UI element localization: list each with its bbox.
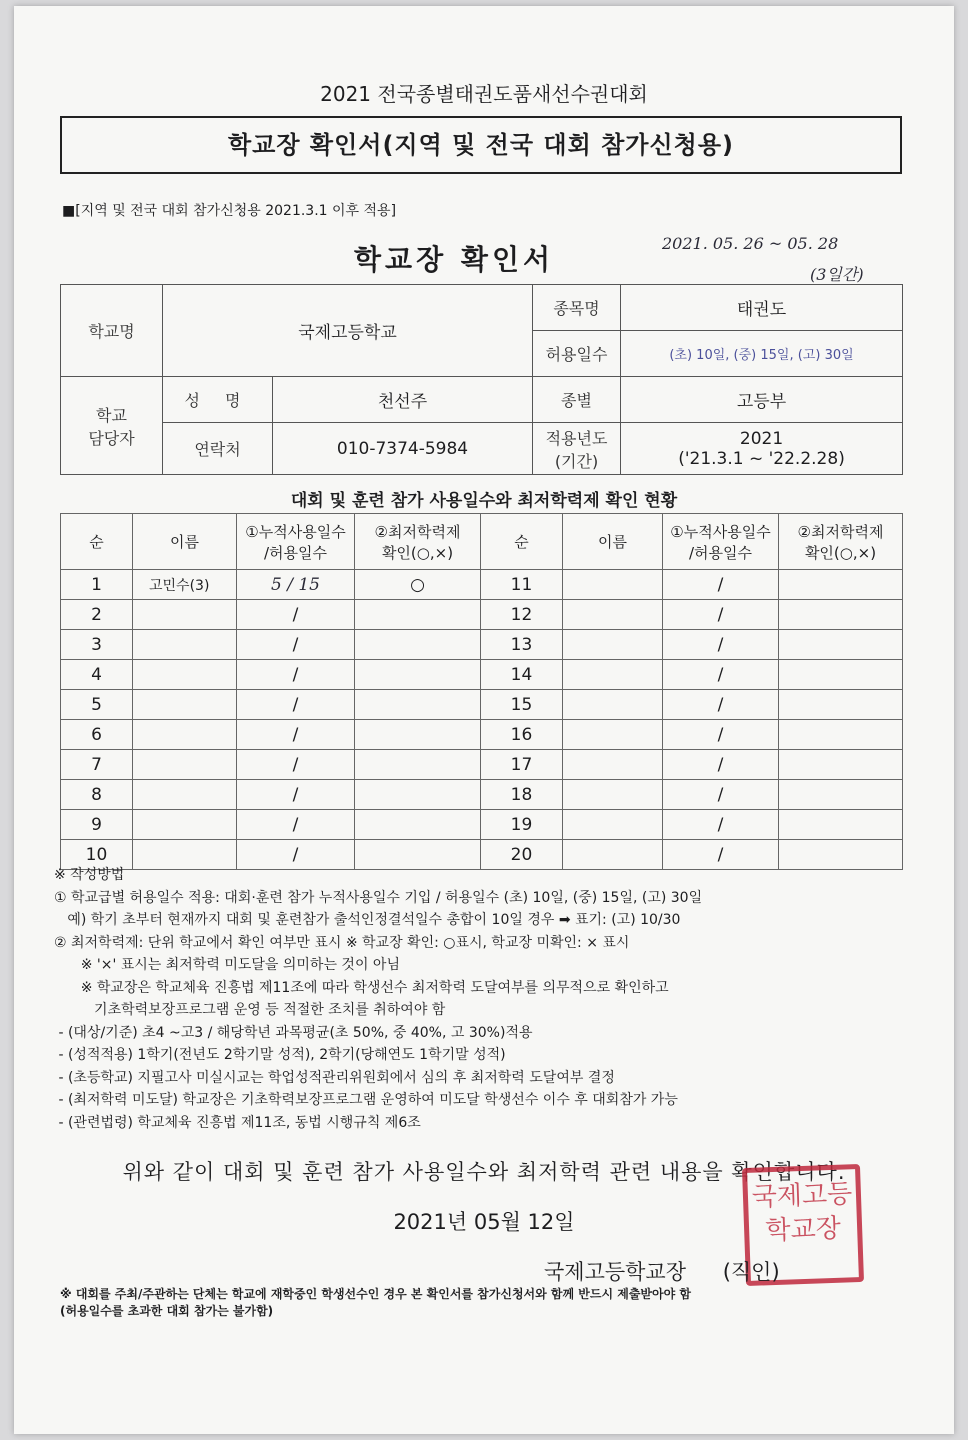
- method-line: 예) 학기 초부터 현재까지 대회 및 훈련참가 출석인정결석일수 총합이 10일 경우 ➡ 표기: (고) 10/30: [54, 912, 681, 928]
- cell-left-days: 5 / 15: [237, 570, 355, 600]
- phone-value: 010-7374-5984: [273, 423, 533, 475]
- phone-label: 연락처: [163, 423, 273, 475]
- cell-left-name: [133, 810, 237, 840]
- header-check: [355, 514, 481, 570]
- cell-left-no: 5: [61, 690, 133, 720]
- cell-left-days: /: [237, 690, 355, 720]
- name-value: 천선주: [273, 377, 533, 423]
- year-label-line1: 적용년도: [545, 428, 608, 448]
- cell-right-days: /: [663, 720, 779, 750]
- cell-left-name: [133, 780, 237, 810]
- cell-left-days: /: [237, 600, 355, 630]
- table-row: [61, 720, 903, 750]
- cell-right-days: /: [663, 810, 779, 840]
- header-check-right-line1: ②최저학력제: [797, 522, 884, 541]
- cell-right-name: [563, 570, 663, 600]
- cell-right-check: [779, 600, 903, 630]
- info-table: [60, 284, 903, 475]
- name-label: 성 명: [163, 377, 273, 423]
- method-line: - (초등학교) 지필고사 미실시교는 학업성적관리위원회에서 심의 후 최저학력 도달여부 결정: [54, 1069, 615, 1086]
- cell-left-check: [355, 720, 481, 750]
- allowed-days-value: (초) 10일, (중) 15일, (고) 30일: [621, 331, 903, 377]
- cell-right-no: 11: [481, 570, 563, 600]
- cell-right-no: 19: [481, 810, 563, 840]
- contact-label: [61, 377, 163, 475]
- cell-right-name: [563, 690, 663, 720]
- cell-left-check: [355, 690, 481, 720]
- principal-signature-line: [544, 1256, 780, 1286]
- school-value: 국제고등학교: [163, 285, 533, 377]
- allowed-days-label: 허용일수: [533, 331, 621, 377]
- cell-right-name: [563, 720, 663, 750]
- cell-right-check: [779, 810, 903, 840]
- cell-left-check: [355, 630, 481, 660]
- cell-left-name: [133, 660, 237, 690]
- cell-right-name: [563, 600, 663, 630]
- cell-right-no: 13: [481, 630, 563, 660]
- main-title: 학교장 확인서: [354, 243, 555, 276]
- cell-right-no: 16: [481, 720, 563, 750]
- cell-right-days: /: [663, 630, 779, 660]
- year-value-line2: ('21.3.1 ~ '22.2.28): [678, 448, 845, 469]
- cell-right-days: /: [663, 570, 779, 600]
- event-title: 2021 전국종별태권도품새선수권대회: [320, 82, 648, 106]
- cell-left-check: ○: [355, 570, 481, 600]
- cell-right-no: 12: [481, 600, 563, 630]
- contact-label-line1: 학교: [96, 405, 127, 425]
- year-label-line2: (기간): [554, 451, 599, 471]
- year-label: [533, 423, 621, 475]
- header-name: 이름: [133, 514, 237, 570]
- table-row: [61, 630, 903, 660]
- cell-left-days: /: [237, 810, 355, 840]
- cell-left-name: [133, 600, 237, 630]
- sport-label: 종목명: [533, 285, 621, 331]
- cell-right-name: [563, 810, 663, 840]
- cell-left-name: [133, 750, 237, 780]
- cell-right-check: [779, 720, 903, 750]
- cell-right-check: [779, 840, 903, 870]
- cell-left-name: [133, 720, 237, 750]
- cell-right-check: [779, 630, 903, 660]
- writing-method-notes: [54, 864, 702, 1134]
- footnote: [60, 1286, 691, 1320]
- cell-right-check: [779, 780, 903, 810]
- table-row: [61, 600, 903, 630]
- header-no-right: 순: [481, 514, 563, 570]
- footnote-line2: (허용일수를 초과한 대회 참가는 불가함): [60, 1304, 274, 1318]
- seal-suffix: (직인): [722, 1260, 780, 1284]
- cell-right-no: 14: [481, 660, 563, 690]
- header-days-right-line2: /허용일수: [688, 543, 752, 562]
- cell-left-days: /: [237, 660, 355, 690]
- cell-left-days: /: [237, 750, 355, 780]
- handwritten-days: (3일간): [810, 265, 864, 284]
- contact-label-line2: 담당자: [88, 428, 135, 448]
- header-days-right-line1: ①누적사용일수: [670, 522, 771, 541]
- header-days-right: [663, 514, 779, 570]
- document-box-title: 학교장 확인서(지역 및 전국 대회 참가신청용): [60, 116, 902, 174]
- cell-left-no: 4: [61, 660, 133, 690]
- method-line: ② 최저학력제: 단위 학교에서 확인 여부만 표시 ※ 학교장 확인: ○표시, 학교장 미확인: × 표시: [54, 934, 630, 951]
- cell-left-check: [355, 780, 481, 810]
- cell-right-days: /: [663, 690, 779, 720]
- document-page: [14, 6, 954, 1434]
- cell-left-days: /: [237, 720, 355, 750]
- table-row: [61, 690, 903, 720]
- method-line: - (성적적용) 1학기(전년도 2학기말 성적), 2학기(당해연도 1학기말 성적): [54, 1047, 506, 1063]
- table-row: [61, 780, 903, 810]
- header-check-right: [779, 514, 903, 570]
- status-table: [60, 513, 903, 870]
- cell-right-no: 17: [481, 750, 563, 780]
- header-days-line2: /허용일수: [263, 543, 327, 562]
- cell-left-no: 8: [61, 780, 133, 810]
- principal-name: 국제고등학교장: [544, 1260, 687, 1284]
- cell-left-name: [133, 630, 237, 660]
- cell-right-check: [779, 750, 903, 780]
- cell-right-days: /: [663, 780, 779, 810]
- method-line: ※ 작성방법: [54, 867, 125, 883]
- cell-right-no: 15: [481, 690, 563, 720]
- header-check-line1: ②최저학력제: [374, 522, 461, 541]
- cell-left-no: 2: [61, 600, 133, 630]
- stamp-text: 국제고등학교장: [751, 1179, 853, 1247]
- division-value: 고등부: [621, 377, 903, 423]
- status-section-title: 대회 및 훈련 참가 사용일수와 최저학력제 확인 현황: [290, 491, 678, 511]
- issue-date: 2021년 05월 12일: [393, 1210, 575, 1234]
- table-row: [61, 570, 903, 600]
- cell-left-check: [355, 750, 481, 780]
- confirmation-statement: 위와 같이 대회 및 훈련 참가 사용일수와 최저학력 관련 내용을 확인합니다.: [122, 1160, 846, 1184]
- footnote-line1: ※ 대회를 주최/주관하는 단체는 학교에 재학중인 학생선수인 경우 본 확인서를 참가신청서와 함께 반드시 제출받아야 함: [60, 1287, 691, 1301]
- cell-left-no: 9: [61, 810, 133, 840]
- cell-left-days: /: [237, 780, 355, 810]
- school-label: 학교명: [61, 285, 163, 377]
- method-line: ※ '×' 표시는 최저학력 미도달을 의미하는 것이 아님: [54, 957, 400, 973]
- cell-right-name: [563, 750, 663, 780]
- method-line: ① 학교급별 허용일수 적용: 대회·훈련 참가 누적사용일수 기입 / 허용일수 (초) 10일, (중) 15일, (고) 30일: [54, 889, 703, 906]
- cell-left-no: 10: [61, 840, 133, 870]
- cell-right-check: [779, 570, 903, 600]
- cell-left-no: 3: [61, 630, 133, 660]
- cell-right-no: 20: [481, 840, 563, 870]
- cell-left-check: [355, 660, 481, 690]
- method-line: 기초학력보장프로그램 운영 등 적절한 조치를 취하여야 함: [54, 1002, 446, 1018]
- cell-right-check: [779, 690, 903, 720]
- cell-left-no: 1: [61, 570, 133, 600]
- sport-value: 태권도: [621, 285, 903, 331]
- table-row: [61, 750, 903, 780]
- cell-left-name: 고민수(3): [133, 570, 237, 600]
- cell-left-check: [355, 600, 481, 630]
- cell-right-days: /: [663, 750, 779, 780]
- cell-right-no: 18: [481, 780, 563, 810]
- cell-left-check: [355, 810, 481, 840]
- header-check-line2: 확인(○,×): [381, 543, 454, 562]
- table-row: [61, 810, 903, 840]
- handwritten-period: 2021. 05. 26 ~ 05. 28: [662, 234, 839, 253]
- cell-right-name: [563, 780, 663, 810]
- cell-right-name: [563, 660, 663, 690]
- cell-right-days: /: [663, 600, 779, 630]
- cell-right-days: /: [663, 840, 779, 870]
- header-check-right-line2: 확인(○,×): [804, 543, 877, 562]
- cell-right-days: /: [663, 660, 779, 690]
- cell-right-check: [779, 660, 903, 690]
- applies-note: ■[지역 및 전국 대회 참가신청용 2021.3.1 이후 적용]: [62, 203, 397, 219]
- cell-left-name: [133, 690, 237, 720]
- year-value: [621, 423, 903, 475]
- cell-left-no: 7: [61, 750, 133, 780]
- method-line: ※ 학교장은 학교체육 진흥법 제11조에 따라 학생선수 최저학력 도달여부를 의무적으로 확인하고: [54, 979, 669, 996]
- header-days-line1: ①누적사용일수: [245, 522, 346, 541]
- cell-left-no: 6: [61, 720, 133, 750]
- cell-left-days: /: [237, 840, 355, 870]
- status-table-body: [61, 570, 903, 870]
- cell-right-name: [563, 630, 663, 660]
- year-value-line1: 2021: [739, 428, 784, 449]
- cell-left-days: /: [237, 630, 355, 660]
- table-row: [61, 660, 903, 690]
- method-line: - (대상/기준) 초4 ~고3 / 해당학년 과목평균(초 50%, 중 40%, 고 30%)적용: [54, 1024, 533, 1041]
- division-label: 종별: [533, 377, 621, 423]
- header-name-right: 이름: [563, 514, 663, 570]
- header-no: 순: [61, 514, 133, 570]
- method-line: - (관련법령) 학교체육 진흥법 제11조, 동법 시행규칙 제6조: [54, 1114, 421, 1131]
- method-line: - (최저학력 미도달) 학교장은 기초학력보장프로그램 운영하여 미도달 학생선수 이수 후 대회참가 가능: [54, 1092, 678, 1108]
- header-days: [237, 514, 355, 570]
